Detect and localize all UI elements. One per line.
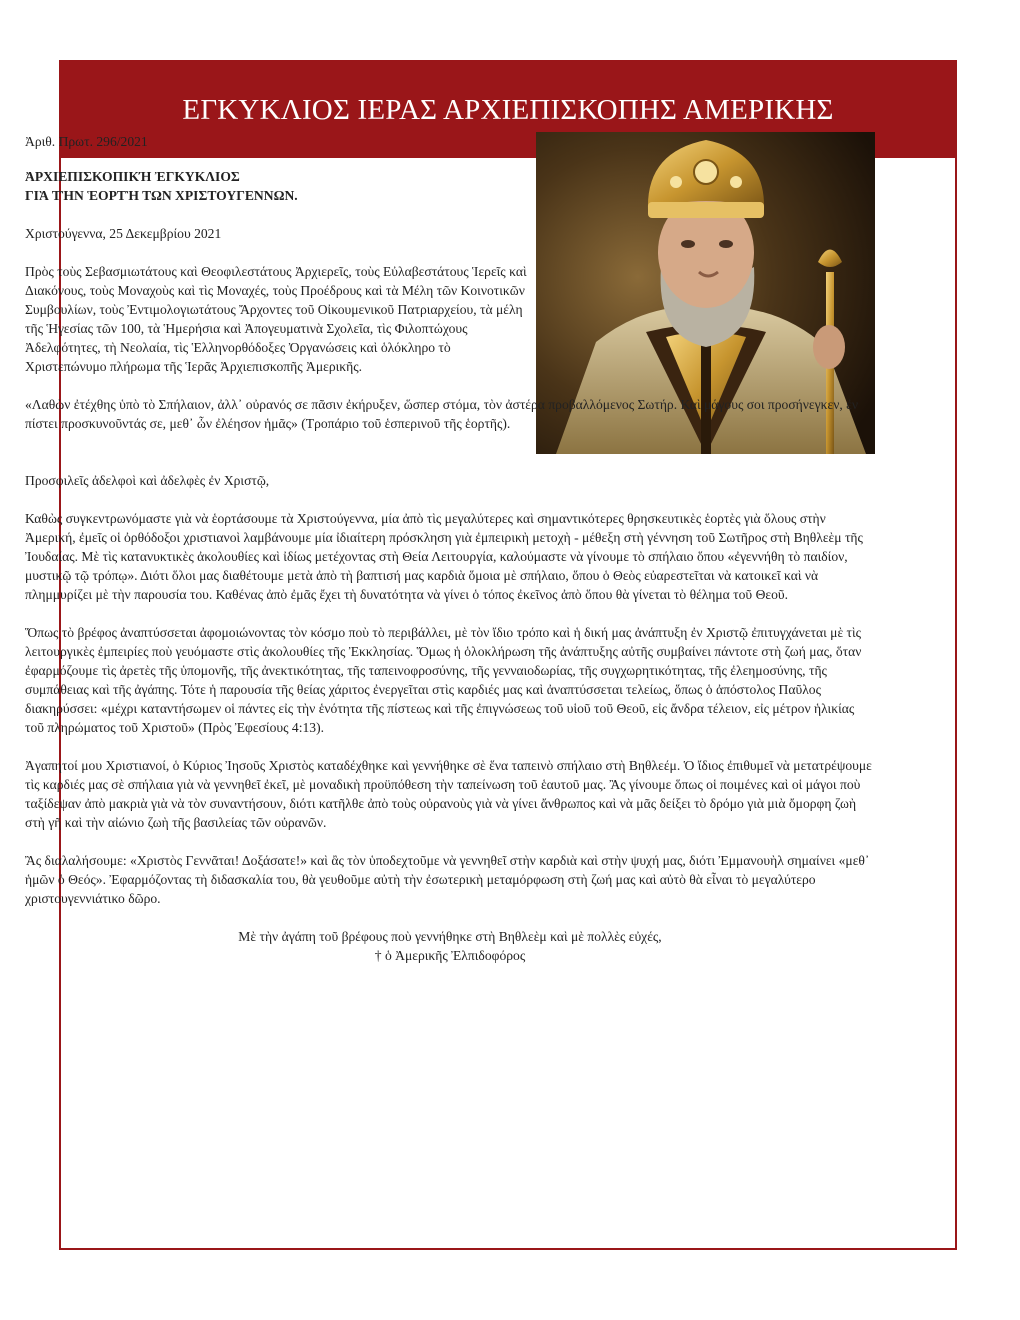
body-paragraph: Καθὼς συγκεντρωνόμαστε γιὰ νὰ ἑορτάσουμε τὰ Χριστούγεννα, μία ἀπὸ τὶς μεγαλύτερες καὶ σημαντικότερες θρησκευτικὲς ἑορτὲς γιὰ ὅλους στὴν Ἀμερική, ἐμεῖς οἱ ὀρθόδοξοι χριστιανοὶ λαμβάνουμε μία ἰδιαίτερη πρόσκληση γιὰ ἐμπειρικὴ μετοχὴ - μέθεξη στὴ γέννηση τοῦ Σωτῆρος στὴ Βηθλεὲμ τῆς Ἰουδαίας. Μὲ τὶς κατανυκτικὲς ἀκολουθίες καὶ ἰδίως μετέχοντας στὴ Θεία Λειτουργία, καλούμαστε νὰ γίνουμε τὸ σπήλαιο ὅπου «ἐγεννήθη τὸ παιδίον, μυστικῷ τῷ τρόπῳ». Διότι ὅλοι μας διαθέτουμε μετὰ ἀπὸ τὴ βαπτισή μας καρδιὰ ὅμοια μὲ σπήλαιο, ὅπου ὁ Θεὸς εὐαρεστεῖται νὰ κατοικεῖ καὶ νὰ πλημμυρίζει μὲ τὴν παρουσία του. Καθένας ἀπὸ ἐμᾶς ἔχει τὴ δυνατότητα νὰ γίνει ὁ τόπος ἐκεῖνος ἀπὸ ὅπου θὰ γίνεται τὸ θέλημα τοῦ Θεοῦ. xyxy=(25,511,863,602)
signature: † ὁ Ἀμερικῆς Ἐλπιδοφόρος xyxy=(374,948,526,963)
greeting: Προσφιλεῖς ἀδελφοὶ καὶ ἀδελφὲς ἐν Χριστῷ, xyxy=(25,473,270,488)
closing-block xyxy=(25,927,875,965)
body-paragraph: Ἂς διαλαλήσουμε: «Χριστὸς Γεννᾶται! Δοξάσατε!» καὶ ἂς τὸν ὑποδεχτοῦμε νὰ γεννηθεῖ στὴν καρδιὰ καὶ στὴν ψυχή μας, διότι Ἐμμανουὴλ σημαίνει «μεθ᾽ ἡμῶν ὁ Θεός». Ἐφαρμόζοντας τὴ διδασκαλία του, θὰ γευθοῦμε αὐτὴ τὴν ἐσωτερικὴ μεταμόρφωση στὴ ζωή μας καὶ αὐτὸ θὰ εἶναι τὸ μεγαλύτερο χριστουγεννιάτικο δῶρο. xyxy=(25,853,870,906)
letter-title-line-1: ἈΡΧΙΕΠΙΣΚΟΠΙΚΉ ἘΓΚΥΚΛΙΟΣ xyxy=(25,169,240,184)
body-paragraph: Ὅπως τὸ βρέφος ἀναπτύσσεται ἀφομοιώνοντας τὸν κόσμο ποὺ τὸ περιβάλλει, μὲ τὸν ἴδιο τρόπο καὶ ἡ δική μας ἀνάπτυξη ἐν Χριστῷ ἐπιτυγχάνεται μὲ τὶς λειτουργικὲς ἐμπειρίες ποὺ γευόμαστε στὶς ἀκολουθίες τῆς Ἐκκλησίας. Ὅμως ἡ ὁλοκλήρωση τῆς ἀνάπτυξης αὐτῆς συμβαίνει πάντοτε στὴ ζωή μας, ὅταν ἐφαρμόζουμε τὶς ἀρετὲς τῆς ὑπομονῆς, τῆς ἀνεκτικότητας, τῆς ταπεινοφροσύνης, τῆς γενναιοδωρίας, τῆς συγχωρητικότητας, τῆς ἐλεημοσύνης, τῆς συμπάθειας καὶ τῆς ἀγάπης. Τότε ἡ παρουσία τῆς θείας χάριτος ἐνεργεῖται στὶς καρδιές μας καὶ ἀναπτύσσεται τελείως, ὅπως ὁ ἀπόστολος Παῦλος διακηρύσσει: «μέχρι καταντήσωμεν οἱ πάντες εἰς τὴν ἑνότητα τῆς πίστεως καὶ τῆς ἐπιγνώσεως τοῦ υἱοῦ τοῦ Θεοῦ, εἰς ἄνδρα τέλειον, εἰς μέτρον ἡλικίας τοῦ πληρώματος τοῦ Χριστοῦ» (Πρὸς Ἐφεσίους 4:13). xyxy=(25,625,862,735)
protocol-number: Ἀριθ. Πρωτ. 296/2021 xyxy=(25,134,148,149)
letter-title-line-2: ΓΙᾺ ΤῊΝ ἙΟΡΤῊ ΤΩΝ ΧΡΙΣΤΟΥΓΕΝΝΩΝ. xyxy=(25,188,298,203)
letter-date: Χριστούγεννα, 25 Δεκεμβρίου 2021 xyxy=(25,226,222,241)
letter-address: Πρὸς τοὺς Σεβασμιωτάτους καὶ Θεοφιλεστάτους Ἀρχιερεῖς, τοὺς Εὐλαβεστάτους Ἱερεῖς καὶ Διακόνους, τοὺς Μοναχοὺς καὶ τὶς Μοναχές, τοὺς Προέδρους καὶ τὰ Μέλη τῶν Κοινοτικῶν Συμβουλίων, τοὺς Ἐντιμολογιωτάτους Ἄρχοντες τοῦ Οἰκουμενικοῦ Πατριαρχείου, τὰ μέλη τῆς Ἡγεσίας τῶν 100, τὰ Ἡμερήσια καὶ Ἀπογευματινὰ Σχολεῖα, τὶς Φιλοπτώχους Ἀδελφότητες, τὴ Νεολαία, τὶς Ἑλληνορθόδοξες Ὀργανώσεις καὶ ὁλόκληρο τὸ Χριστεπώνυμο πλήρωμα τῆς Ἱερᾶς Ἀρχιεπισκοπῆς Ἀμερικῆς. xyxy=(25,264,527,374)
body-paragraph: Ἀγαπητοί μου Χριστιανοί, ὁ Κύριος Ἰησοῦς Χριστὸς καταδέχθηκε καὶ γεννήθηκε σὲ ἕνα ταπεινὸ σπήλαιο στὴ Βηθλεέμ. Ὁ ἴδιος ἐπιθυμεῖ νὰ μετατρέψουμε τὶς καρδιές μας σὲ σπήλαια γιὰ νὰ γεννηθεῖ ἐκεῖ, μὲ μοναδικὴ προϋπόθεση τὴν ταπείνωση τοῦ ἑαυτοῦ μας. Ἂς γίνουμε ὅπως οἱ ποιμένες καὶ οἱ μάγοι ποὺ ταξίδεψαν ἀπὸ μακριὰ γιὰ νὰ τὸν συναντήσουν, διότι κατῆλθε ἀπὸ τοὺς οὐρανοὺς γιὰ νὰ γίνει ἄνθρωπος καὶ νὰ μᾶς δείξει τὸ δρόμο γιὰ μιὰ ὄμορφη ζωὴ στὴ γῆ καὶ τὴν αἰώνιο ζωὴ τῆς βασιλείας τῶν οὐρανῶν. xyxy=(25,758,872,830)
page-title: ΕΓΚΥΚΛΙΟΣ ΙΕΡΑΣ ΑΡΧΙΕΠΙΣΚΟΠΗΣ ΑΜΕΡΙΚΗΣ xyxy=(182,93,834,126)
closing-line: Μὲ τὴν ἀγάπη τοῦ βρέφους ποὺ γεννήθηκε στὴ Βηθλεὲμ καὶ μὲ πολλὲς εὐχές, xyxy=(238,929,662,944)
letter-title xyxy=(25,167,875,205)
letter-body xyxy=(25,132,875,965)
troparion-quote: «Λαθὼν ἐτέχθης ὑπὸ τὸ Σπήλαιον, ἀλλ᾽ οὐρανός σε πᾶσιν ἐκήρυξεν, ὥσπερ στόμα, τὸν ἀστέρα προβαλλόμενος Σωτήρ. Καὶ μάγους σοι προσήνεγκεν, ἐν πίστει προσκυνοῦντάς σε, μεθ᾽ ὧν ἐλέησον ἡμᾶς» (Τροπάριο τοῦ ἑσπερινοῦ τῆς ἑορτῆς). xyxy=(25,397,859,431)
